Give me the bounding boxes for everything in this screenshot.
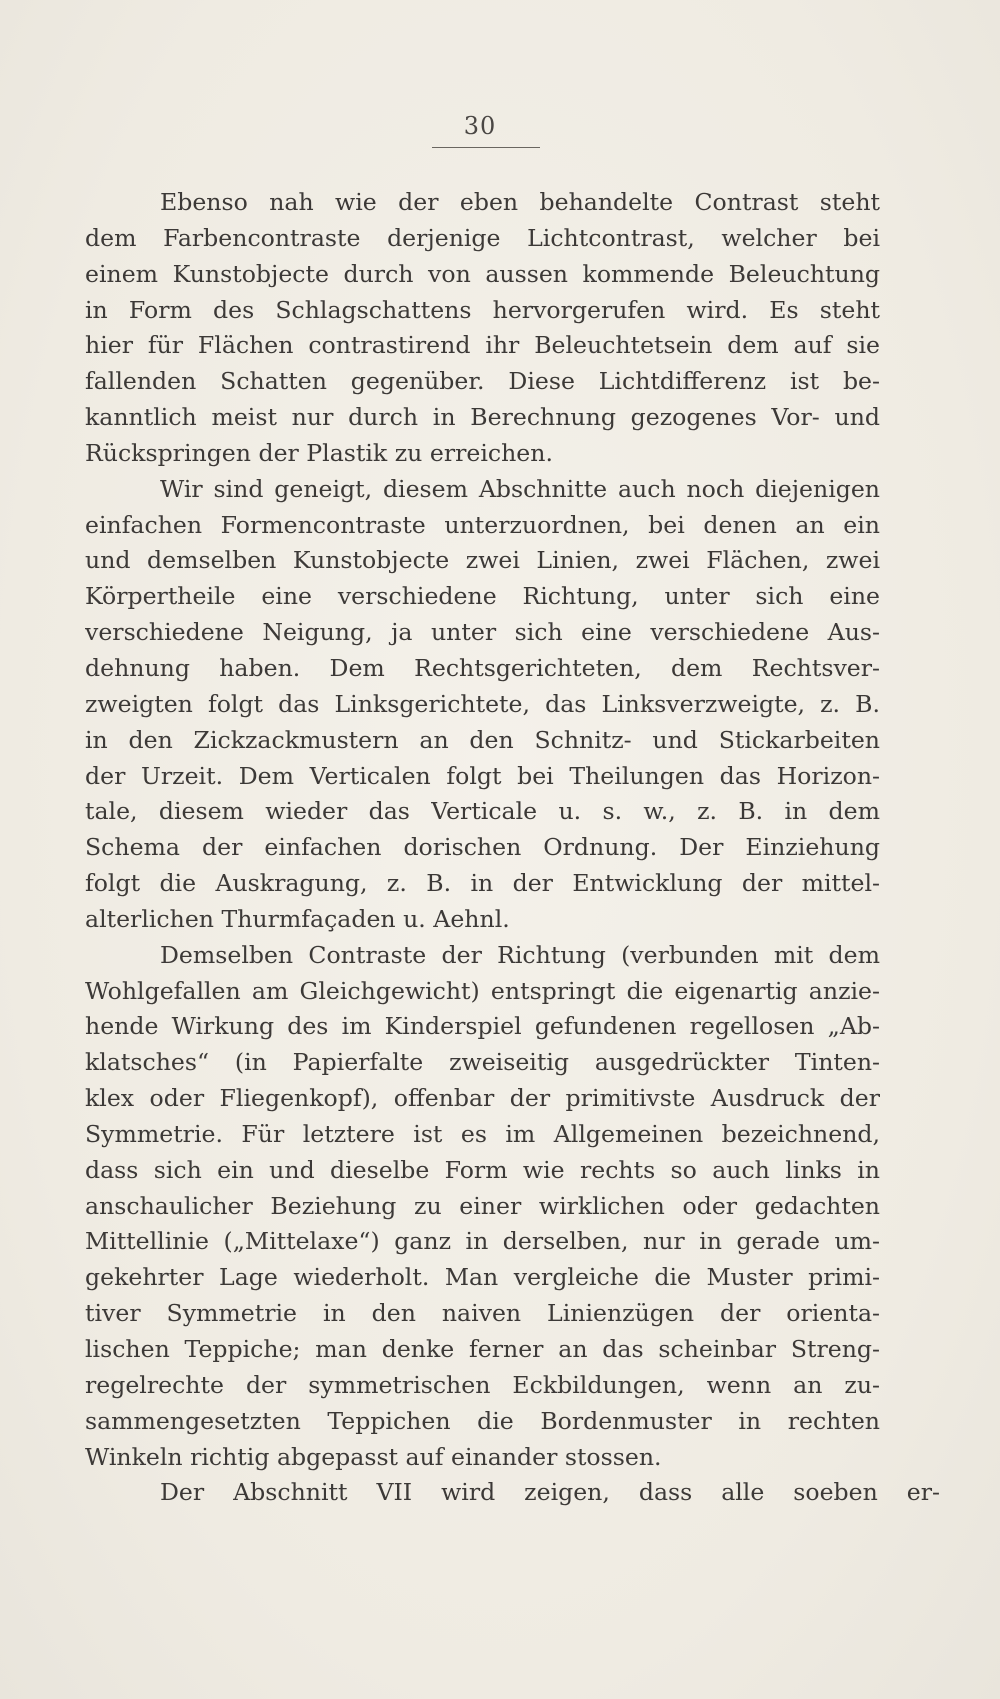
text-line: einfachen Formencontraste unterzuordnen, bei denen an ein	[85, 510, 880, 539]
text-line: zweigten folgt das Linksgerichtete, das Linksverzweigte, z. B.	[85, 689, 880, 718]
body-text	[85, 185, 940, 1511]
page-number-rule	[432, 147, 540, 148]
text-line: in den Zickzackmustern an den Schnitz- und Stickarbeiten	[85, 725, 880, 754]
text-line: Winkeln richtig abgepasst auf einander stossen.	[85, 1442, 662, 1471]
text-line: sammengesetzten Teppichen die Bordenmuster in rechten	[85, 1406, 880, 1435]
text-line: Wir sind geneigt, diesem Abschnitte auch noch diejenigen	[160, 474, 880, 503]
text-line: Körpertheile eine verschiedene Richtung, unter sich eine	[85, 582, 880, 611]
text-line: und demselben Kunstobjecte zwei Linien, zwei Flächen, zwei	[85, 546, 880, 575]
text-line: lischen Teppiche; man denke ferner an das scheinbar Streng-	[85, 1335, 880, 1363]
text-line: Rückspringen der Plastik zu erreichen.	[85, 438, 553, 467]
text-line: fallenden Schatten gegenüber. Diese Lichtdifferenz ist be-	[85, 367, 880, 396]
text-line: dehnung haben. Dem Rechtsgerichteten, dem Rechtsver-	[85, 653, 880, 682]
text-line: Mittellinie („Mittelaxe“) ganz in derselben, nur in gerade um-	[85, 1227, 880, 1256]
paragraph	[85, 1475, 940, 1511]
text-line: alterlichen Thurmfaçaden u. Aehnl.	[85, 904, 510, 933]
paragraph	[85, 938, 880, 1476]
text-line: Der Abschnitt VII wird zeigen, dass alle soeben er-	[160, 1478, 940, 1507]
text-line: anschaulicher Beziehung zu einer wirklichen oder gedachten	[85, 1191, 880, 1220]
text-line: einem Kunstobjecte durch von aussen kommende Beleuchtung	[85, 259, 880, 288]
paragraph	[85, 185, 880, 472]
text-line: dass sich ein und dieselbe Form wie rechts so auch links in	[85, 1155, 880, 1184]
text-line: folgt die Auskragung, z. B. in der Entwicklung der mittel-	[85, 869, 880, 898]
text-line: Symmetrie. Für letztere ist es im Allgemeinen bezeichnend,	[85, 1119, 880, 1148]
text-line: klatsches“ (in Papierfalte zweiseitig ausgedrückter Tinten-	[85, 1048, 880, 1077]
text-line: Ebenso nah wie der eben behandelte Contrast steht	[160, 188, 880, 216]
text-line: regelrechte der symmetrischen Eckbildungen, wenn an zu-	[85, 1370, 880, 1399]
paragraph	[85, 472, 880, 938]
text-line: der Urzeit. Dem Verticalen folgt bei Theilungen das Horizon-	[85, 761, 880, 790]
text-line: Schema der einfachen dorischen Ordnung. Der Einziehung	[85, 833, 880, 862]
text-line: hier für Flächen contrastirend ihr Beleuchtetsein dem auf sie	[85, 331, 880, 360]
text-line: tale, diesem wieder das Verticale u. s. w., z. B. in dem	[85, 797, 880, 826]
text-line: dem Farbencontraste derjenige Lichtcontrast, welcher bei	[85, 223, 880, 252]
text-line: Demselben Contraste der Richtung (verbunden mit dem	[160, 940, 880, 969]
text-line: Wohlgefallen am Gleichgewicht) entspringt die eigenartig anzie-	[85, 976, 880, 1005]
text-line: verschiedene Neigung, ja unter sich eine verschiedene Aus-	[85, 618, 880, 647]
text-line: kanntlich meist nur durch in Berechnung gezogenes Vor- und	[85, 403, 880, 432]
text-line: gekehrter Lage wiederholt. Man vergleiche die Muster primi-	[85, 1263, 880, 1292]
page-number: 30	[463, 112, 497, 140]
text-line: hende Wirkung des im Kinderspiel gefundenen regellosen „Ab-	[85, 1012, 880, 1041]
text-line: klex oder Fliegenkopf), offenbar der primitivste Ausdruck der	[85, 1084, 880, 1113]
text-line: in Form des Schlagschattens hervorgerufen wird. Es steht	[85, 295, 880, 324]
text-line: tiver Symmetrie in den naiven Linienzügen der orienta-	[85, 1299, 880, 1328]
